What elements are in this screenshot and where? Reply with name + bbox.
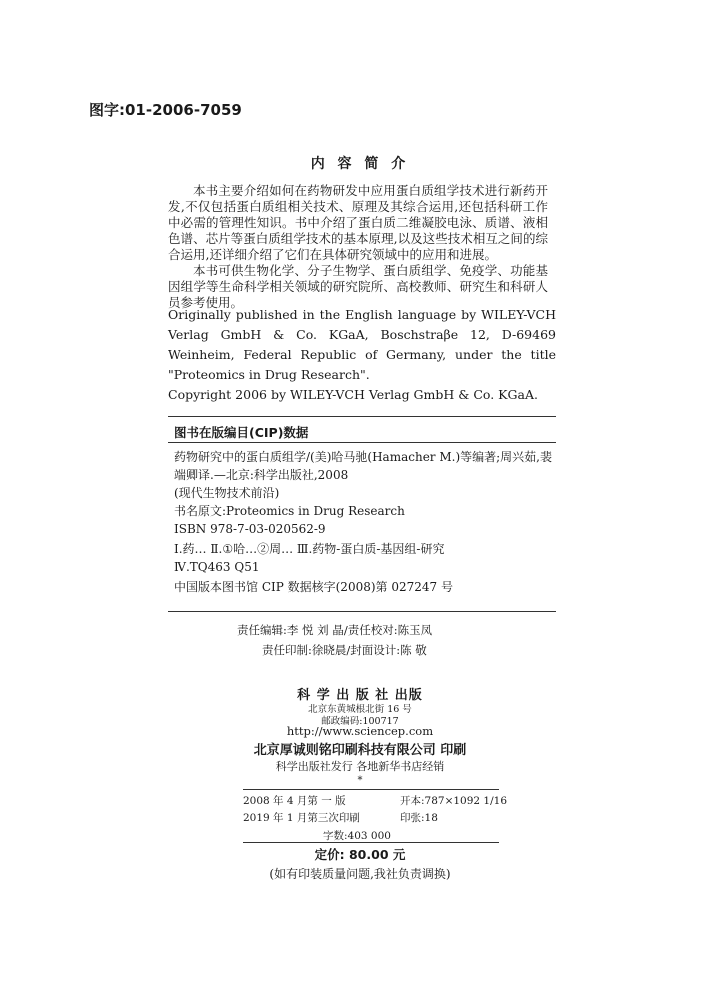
cip-series: (现代生物技术前沿) [174,486,280,500]
separator-star: * [357,775,363,786]
cip-original-title: 书名原文:Proteomics in Drug Research [174,504,405,518]
edition-bottom-rule [243,842,499,843]
print-sheets: 印张:18 [400,812,438,824]
distribution-line: 科学出版社发行 各地新华书店经销 [275,760,445,773]
cip-heading-rule [168,442,556,443]
cip-record-number: 中国版本图书馆 CIP 数据核字(2008)第 027247 号 [174,580,453,594]
cip-heading: 图书在版编目(CIP)数据 [174,425,309,440]
edition-top-rule [243,789,499,790]
cip-title-line: 药物研究中的蛋白质组学/(美)哈马驰(Hamacher M.)等编著;周兴茹,裴端卿译.—北京:科学出版社,2008 [174,450,552,482]
word-count: 字数:403 000 [323,830,391,842]
copyright-line: Copyright 2006 by WILEY-VCH Verlag GmbH & Co. KGaA. [168,387,538,402]
original-publication-text: Originally published in the English language by WILEY-VCH Verlag GmbH & Co. KGaA, Boschstraβe 12, D-69469 Weinheim, Federal Republic of Germany, under the title "Proteomics in Drug Research". [168,307,556,382]
cip-subjects: Ⅰ.药… Ⅱ.①哈…②周… Ⅲ.药物-蛋白质-基因组-研究 [174,542,445,556]
publisher-website: http://www.sciencep.com [286,724,434,738]
edition-date: 2008 年 4 月第 一 版 [243,795,346,807]
cip-isbn: ISBN 978-7-03-020562-9 [174,522,326,536]
summary-title: 内 容 简 介 [310,156,410,172]
book-format: 开本:787×1092 1/16 [400,795,508,807]
summary-paragraph: 本书可供生物化学、分子生物学、蛋白质组学、免疫学、功能基因组学等生命科学相关领域的研究院所、高校教师、研究生和科研人员参考使用。 [168,263,548,310]
production-line: 责任印制:徐晓晨/封面设计:陈 敬 [262,643,427,657]
publisher-address: 北京东黄城根北街 16 号 [308,704,412,715]
summary-paragraph: 本书主要介绍如何在药物研发中应用蛋白质组学技术进行新药开发,不仅包括蛋白质组相关技术、原理及其综合运用,还包括科研工作中必需的管理性知识。书中介绍了蛋白质二维凝胶电泳、质谱、液相色谱、芯片等蛋白质组学技术的基本原理,以及这些技术相互之间的综合运用,还详细介绍了它们在具体研究领域中的应用和进展。 [168,183,548,262]
english-rights-notice [168,305,556,405]
registration-number: 图字:01-2006-7059 [89,101,242,119]
cip-top-rule [168,416,556,417]
quality-notice: (如有印装质量问题,我社负责调换) [269,867,451,881]
printer-name: 北京厚诚则铭印刷科技有限公司 印刷 [253,743,467,758]
editors-line: 责任编辑:李 悦 刘 晶/责任校对:陈玉凤 [237,623,433,637]
cip-block [174,448,556,596]
cip-classification: Ⅳ.TQ463 Q51 [174,560,260,574]
cip-bottom-rule [168,611,556,612]
summary-body [168,183,548,311]
printing-date: 2019 年 1 月第三次印刷 [243,812,360,824]
publisher-postcode: 邮政编码:100717 [321,716,399,727]
price: 定价: 80.00 元 [314,847,406,862]
publisher-name: 科 学 出 版 社 出版 [297,688,423,703]
